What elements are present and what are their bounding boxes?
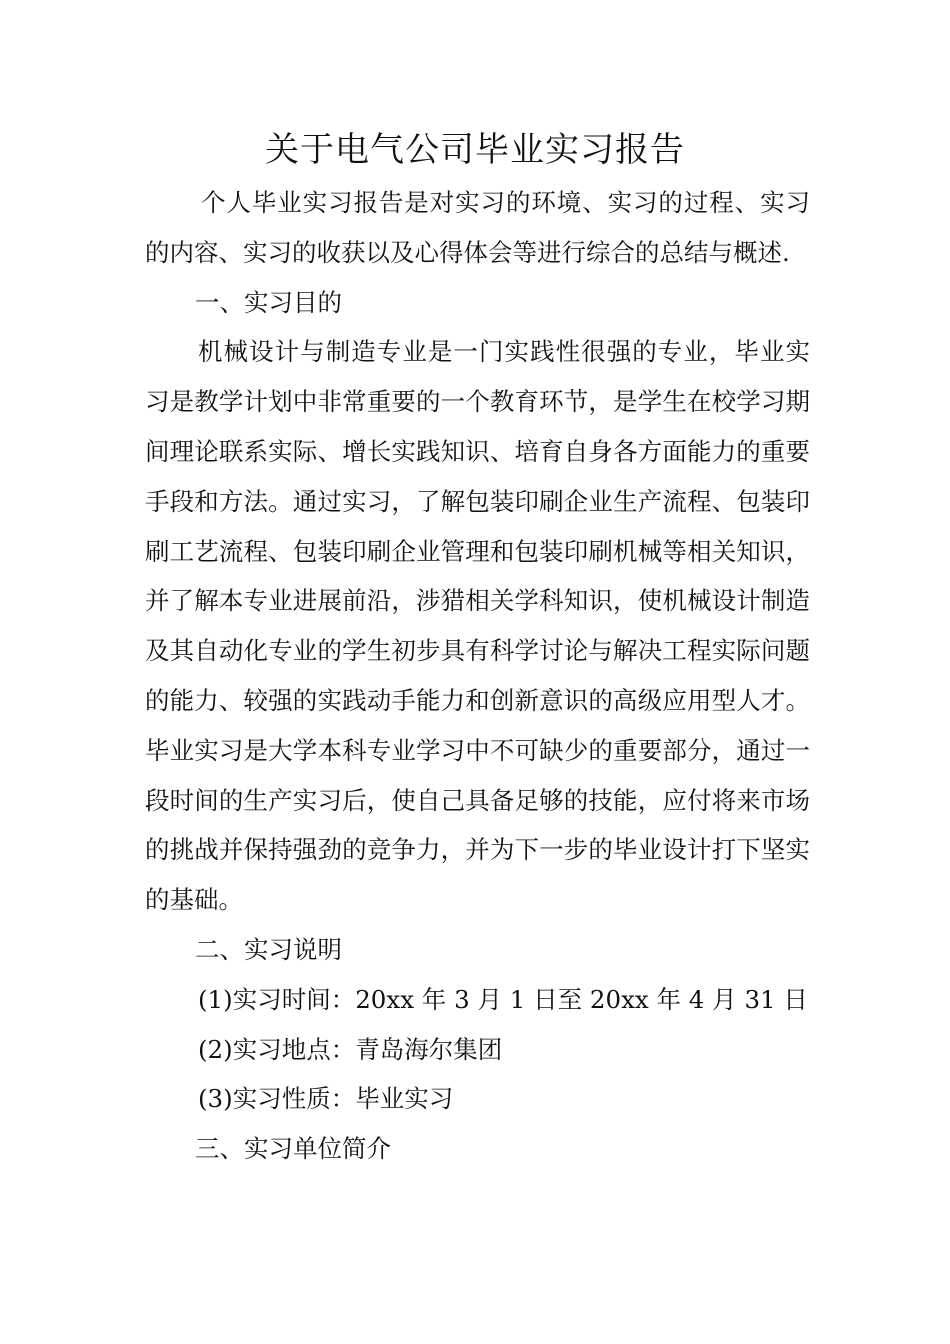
intro-paragraph: 个人毕业实习报告是对实习的环境、实习的过程、实习的内容、实习的收获以及心得体会等进行综合的总结与概述. bbox=[145, 188, 810, 267]
section-heading-purpose: 一、实习目的 bbox=[195, 287, 342, 317]
internship-time-item: (1)实习时间：20xx 年 3 月 1 日至 20xx 年 4 月 31 日 bbox=[198, 984, 808, 1014]
section-heading-company: 三、实习单位简介 bbox=[195, 1134, 391, 1164]
internship-location-item: (2)实习地点：青岛海尔集团 bbox=[198, 1034, 503, 1064]
purpose-paragraph: 机械设计与制造专业是一门实践性很强的专业，毕业实习是教学计划中非常重要的一个教育环节，是学生在校学习期间理论联系实际、增长实践知识、培育自身各方面能力的重要手段和方法。通过实习，了解包装印刷企业生产流程、包装印刷工艺流程、包装印刷企业管理和包装印刷机械等相关知识，并了解本专业进展前沿，涉猎相关学科知识，使机械设计制造及其自动化专业的学生初步具有科学讨论与解决工程实际问题的能力、较强的实践动手能力和创新意识的高级应用型人才。毕业实习是大学本科专业学习中不可缺少的重要部分，通过一段时间的生产实习后，使自己具备足够的技能，应付将来市场的挑战并保持强劲的竞争力，并为下一步的毕业设计打下坚实的基础。 bbox=[145, 337, 810, 915]
section-heading-description: 二、实习说明 bbox=[195, 934, 342, 964]
document-title: 关于电气公司毕业实习报告 bbox=[265, 130, 685, 170]
document-body bbox=[145, 178, 810, 1174]
internship-nature-item: (3)实习性质：毕业实习 bbox=[198, 1084, 454, 1114]
